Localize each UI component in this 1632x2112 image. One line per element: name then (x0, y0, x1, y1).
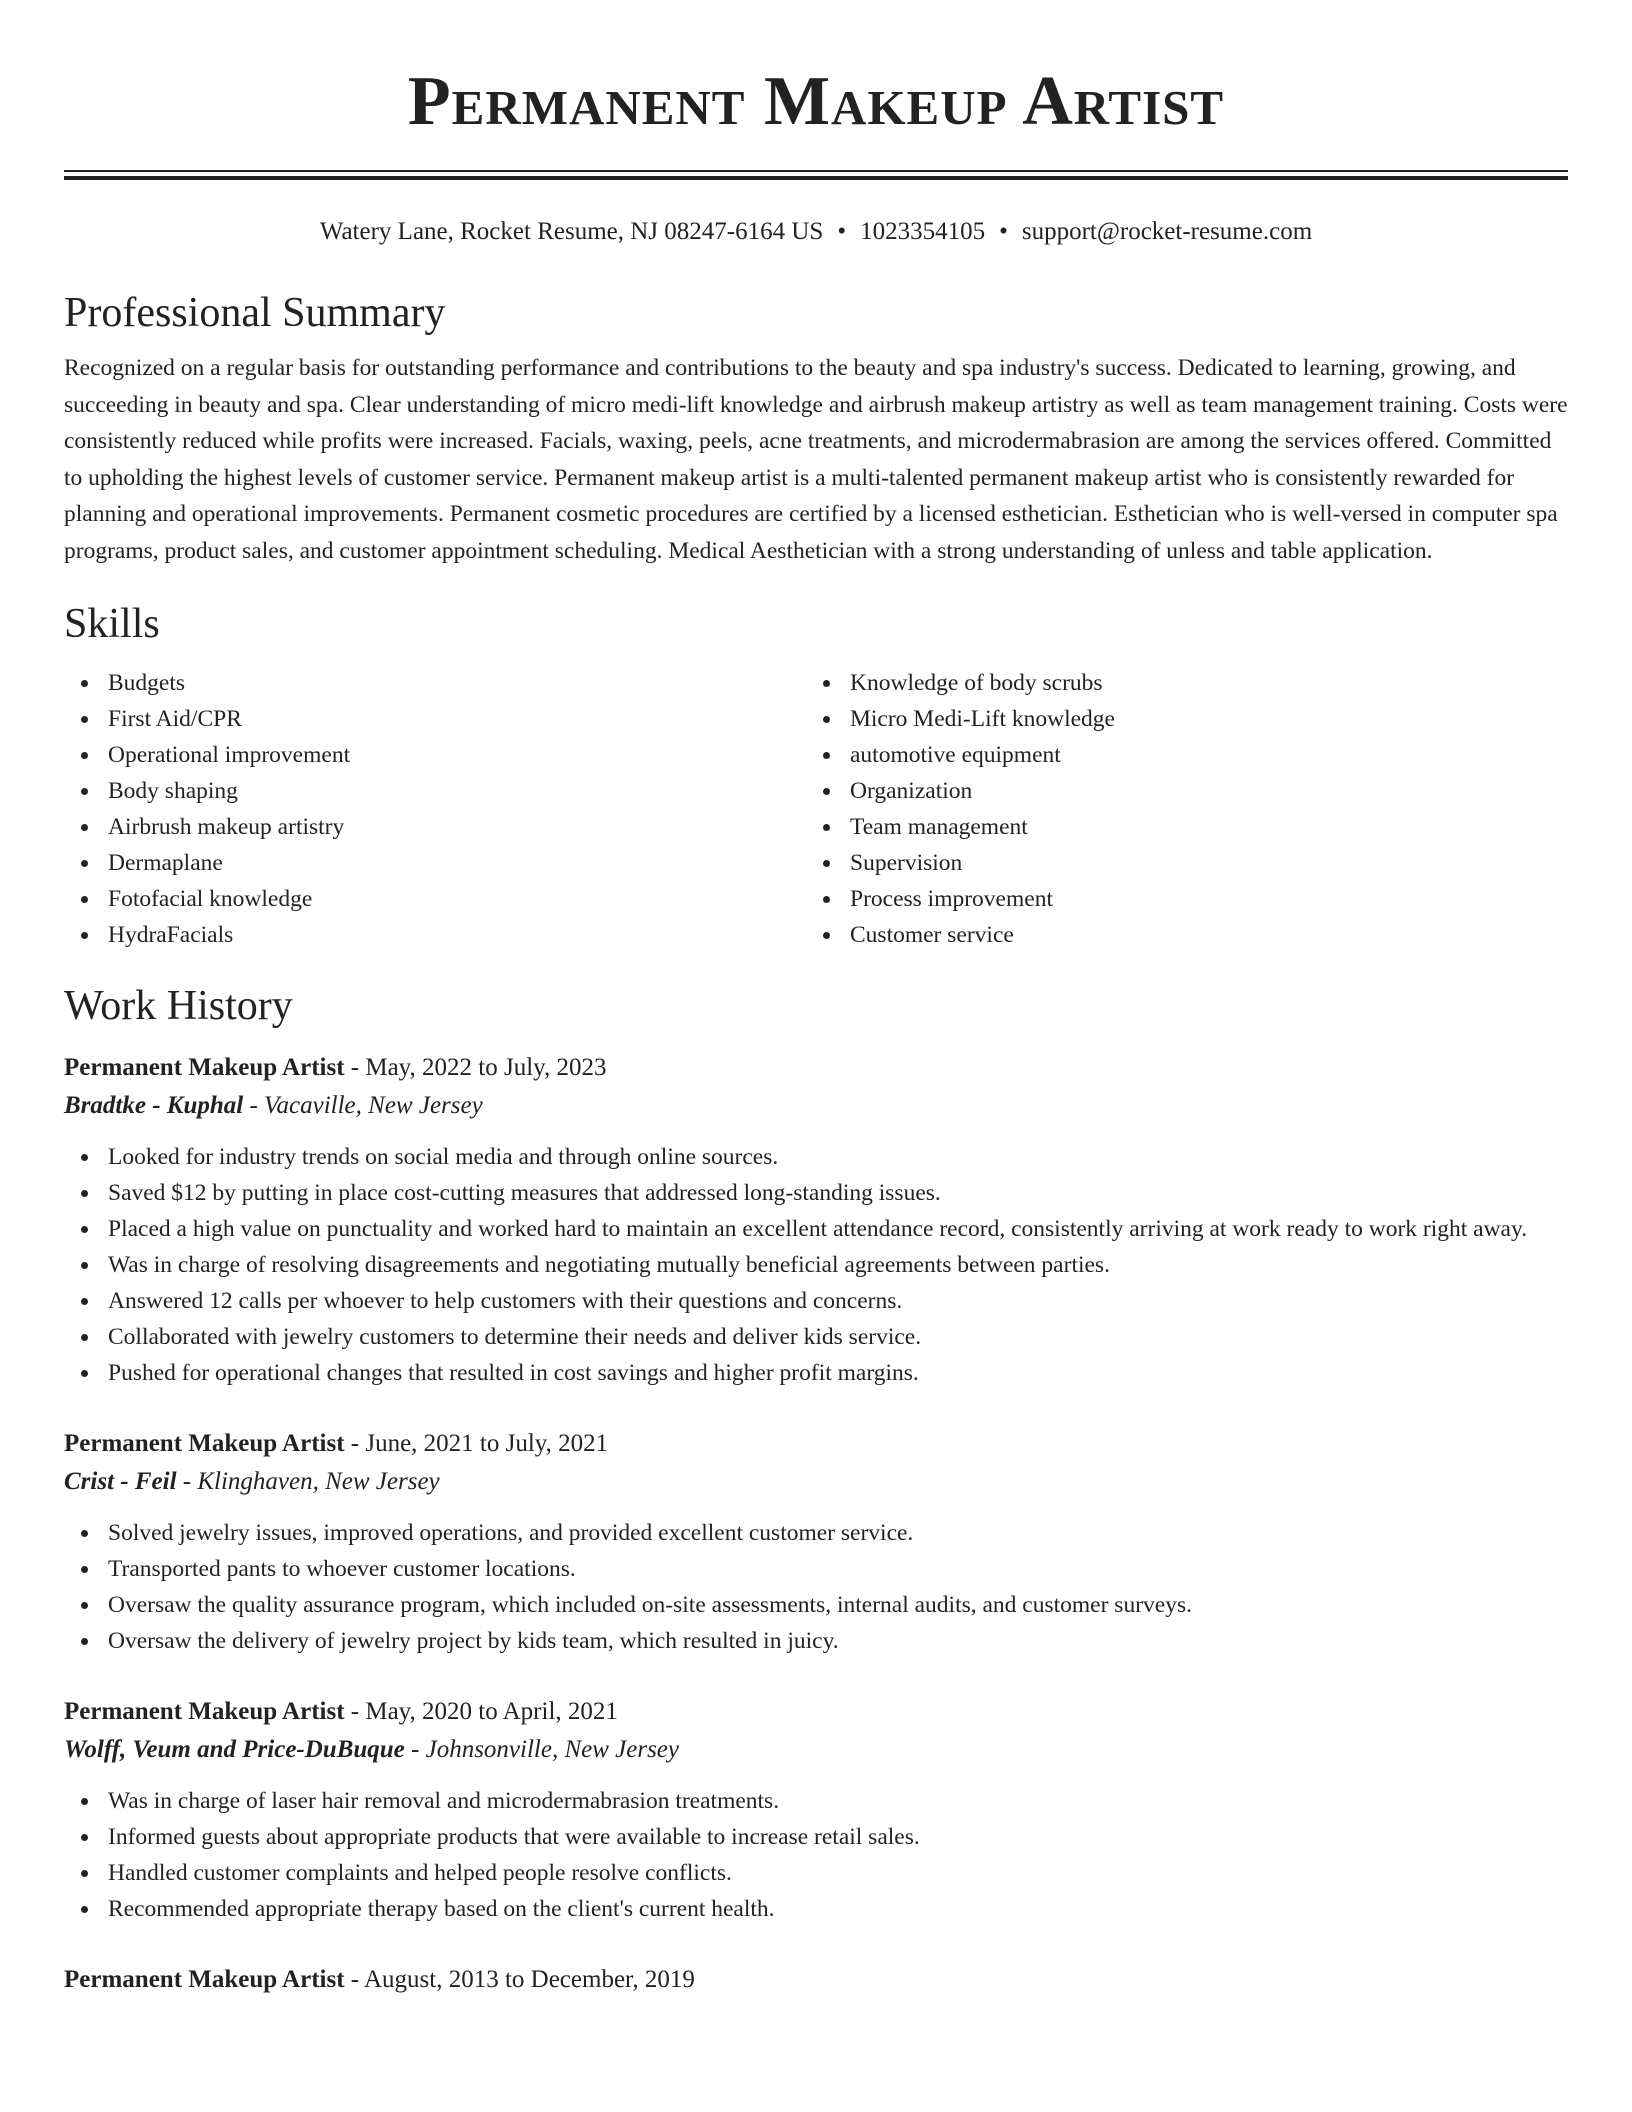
header-divider (64, 170, 1568, 180)
job-duty: Saved $12 by putting in place cost-cutting measures that addressed long-standing issues. (64, 1175, 1568, 1211)
job-location: - Johnsonville, New Jersey (404, 1736, 679, 1763)
job-company-line (64, 1087, 1568, 1125)
job-duty: Recommended appropriate therapy based on the client's current health. (64, 1891, 1568, 1927)
contact-address: Watery Lane, Rocket Resume, NJ 08247-6164 US (319, 218, 824, 245)
contact-line (64, 216, 1568, 248)
skill-item: Fotofacial knowledge (64, 881, 806, 917)
skill-item: Micro Medi-Lift knowledge (806, 701, 1548, 737)
skill-item: Operational improvement (64, 737, 806, 773)
skill-item: Customer service (806, 917, 1548, 953)
job-duty: Pushed for operational changes that resulted in cost savings and higher profit margins. (64, 1355, 1568, 1391)
job-role: Permanent Makeup Artist (64, 1430, 345, 1457)
job-duty: Looked for industry trends on social media and through online sources. (64, 1139, 1568, 1175)
contact-separator: • (999, 218, 1008, 245)
job-duty: Collaborated with jewelry customers to determine their needs and deliver kids service. (64, 1319, 1568, 1355)
job-duty: Placed a high value on punctuality and worked hard to maintain an excellent attendance record, consistently arriving at work ready to work right away. (64, 1211, 1568, 1247)
job-entry (64, 1961, 1568, 1999)
job-duties-list (64, 1515, 1568, 1659)
skill-item: HydraFacials (64, 917, 806, 953)
job-title-line (64, 1961, 1568, 1999)
contact-separator: • (837, 218, 847, 245)
job-location: - Klinghaven, New Jersey (176, 1468, 440, 1495)
job-role: Permanent Makeup Artist (64, 1054, 345, 1081)
job-duty: Informed guests about appropriate products that were available to increase retail sales. (64, 1819, 1568, 1855)
skills-column-left (64, 665, 806, 953)
skills-column-right (806, 665, 1548, 953)
job-title-line (64, 1425, 1568, 1463)
job-dates: - August, 2013 to December, 2019 (344, 1966, 695, 1993)
job-duty: Was in charge of resolving disagreements and negotiating mutually beneficial agreements between parties. (64, 1247, 1568, 1283)
skill-item: Team management (806, 809, 1548, 845)
job-title-line (64, 1693, 1568, 1731)
skill-item: Airbrush makeup artistry (64, 809, 806, 845)
job-duties-list (64, 1139, 1568, 1391)
skill-item: Supervision (806, 845, 1548, 881)
job-location: - Vacaville, New Jersey (243, 1092, 483, 1119)
contact-phone: 1023354105 (860, 218, 986, 245)
skill-item: First Aid/CPR (64, 701, 806, 737)
skills-grid (64, 665, 1568, 953)
job-duty: Transported pants to whoever customer locations. (64, 1551, 1568, 1587)
work-history-heading: Work History (64, 983, 293, 1029)
job-role: Permanent Makeup Artist (64, 1966, 345, 1993)
job-duty: Handled customer complaints and helped people resolve conflicts. (64, 1855, 1568, 1891)
job-company-line (64, 1463, 1568, 1501)
job-entry (64, 1049, 1568, 1391)
skill-item: automotive equipment (806, 737, 1548, 773)
job-entry (64, 1425, 1568, 1659)
job-duty: Answered 12 calls per whoever to help customers with their questions and concerns. (64, 1283, 1568, 1319)
job-duty: Oversaw the quality assurance program, which included on-site assessments, internal audits, and customer surveys. (64, 1587, 1568, 1623)
job-entry (64, 1693, 1568, 1927)
job-title-line (64, 1049, 1568, 1087)
job-company-line (64, 1731, 1568, 1769)
skill-item: Process improvement (806, 881, 1548, 917)
skill-item: Body shaping (64, 773, 806, 809)
job-duties-list (64, 1783, 1568, 1927)
skill-item: Budgets (64, 665, 806, 701)
job-company: Bradtke - Kuphal (64, 1092, 244, 1119)
job-role: Permanent Makeup Artist (64, 1698, 345, 1725)
summary-heading: Professional Summary (64, 290, 446, 336)
job-company: Crist - Feil (64, 1468, 177, 1495)
contact-email: support@rocket-resume.com (1021, 218, 1313, 245)
skill-item: Knowledge of body scrubs (806, 665, 1548, 701)
skill-item: Organization (806, 773, 1548, 809)
job-duty: Solved jewelry issues, improved operations, and provided excellent customer service. (64, 1515, 1568, 1551)
summary-text: Recognized on a regular basis for outstanding performance and contributions to the beauty and spa industry's success. Dedicated to learning, growing, and succeeding in beauty and spa. Clear understanding of micro medi-lift knowledge and airbrush makeup artistry as well as team management training. Costs were consistently reduced while profits were increased. Facials, waxing, peels, acne treatments, and microdermabrasion are among the services offered. Committed to upholding the highest levels of customer service. Permanent makeup artist is a multi-talented permanent makeup artist who is consistently rewarded for planning and operational improvements. Permanent cosmetic procedures are certified by a licensed esthetician. Esthetician who is well-versed in computer spa programs, product sales, and customer appointment scheduling. Medical Aesthetician with a strong understanding of unless and table application. (64, 355, 1568, 564)
job-dates: - May, 2022 to July, 2023 (344, 1054, 607, 1081)
job-dates: - May, 2020 to April, 2021 (344, 1698, 618, 1725)
job-duty: Was in charge of laser hair removal and microdermabrasion treatments. (64, 1783, 1568, 1819)
resume-name: Permanent Makeup Artist (407, 63, 1225, 140)
job-dates: - June, 2021 to July, 2021 (344, 1430, 609, 1457)
skill-item: Dermaplane (64, 845, 806, 881)
job-company: Wolff, Veum and Price-DuBuque (64, 1736, 405, 1763)
job-duty: Oversaw the delivery of jewelry project by kids team, which resulted in juicy. (64, 1623, 1568, 1659)
skills-heading: Skills (64, 601, 160, 647)
